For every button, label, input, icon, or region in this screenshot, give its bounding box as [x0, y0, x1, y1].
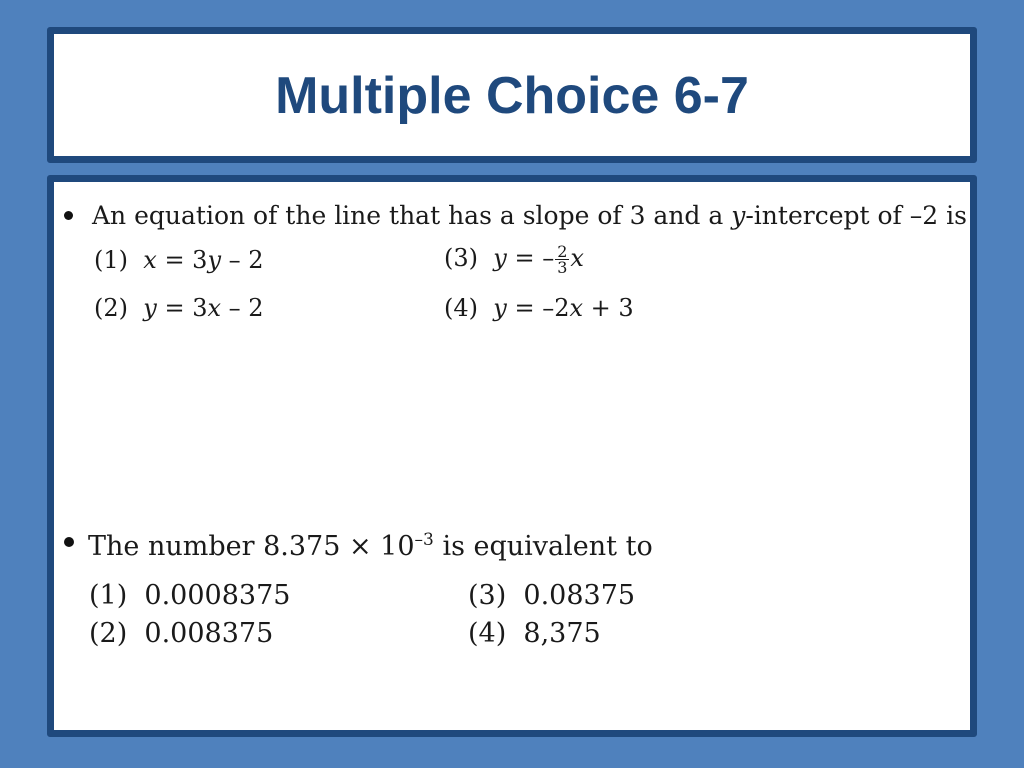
question-1-option-3: (3) y = – $\frac{2}{3}$ x	[444, 242, 584, 277]
content-panel	[47, 175, 977, 737]
question-2-stem: The number $8.375 \times 10^{-3}$ is equivalent to	[88, 530, 653, 562]
question-1-option-2: (2) y = 3x – 2	[94, 294, 264, 322]
question-1-option-1: (1) x = 3y – 2	[94, 246, 264, 274]
title-panel	[47, 27, 977, 163]
slide-title: Multiple Choice 6-7	[275, 67, 749, 125]
bullet-dot-icon	[64, 537, 74, 547]
bullet-dot-icon	[64, 211, 73, 220]
question-2-option-4: (4) 8,375	[468, 618, 601, 649]
question-2-option-2: (2) 0.008375	[89, 618, 274, 649]
fraction: $\frac{2}{3}$	[557, 242, 568, 277]
question-1-option-4: (4) y = –2x + 3	[444, 294, 634, 322]
question-2-option-3: (3) 0.08375	[468, 580, 636, 611]
question-2-option-1: (1) 0.0008375	[89, 580, 291, 611]
question-1-stem: An equation of the line that has a slope of 3 and a y-intercept of –2 is	[92, 201, 967, 230]
